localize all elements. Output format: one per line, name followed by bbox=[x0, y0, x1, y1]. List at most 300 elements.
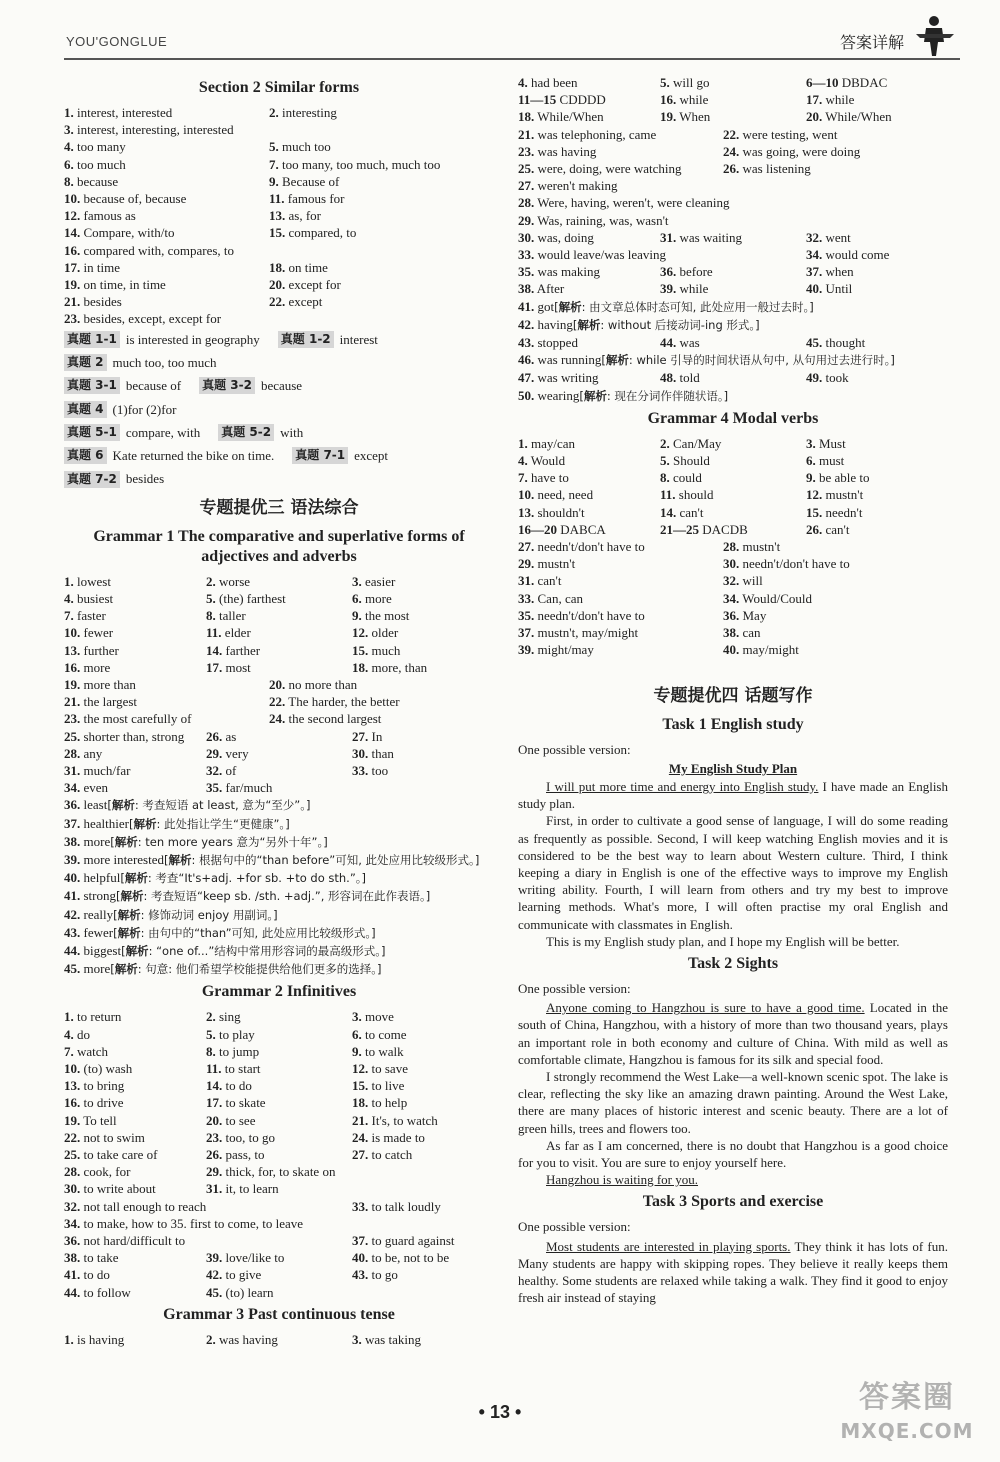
note-key: 解析 bbox=[583, 388, 607, 403]
answer-item bbox=[518, 504, 660, 521]
item-answer: fewer bbox=[83, 625, 114, 641]
item-number: 43. bbox=[64, 924, 81, 940]
answer-item bbox=[352, 745, 494, 762]
note-explanation: : ten more years 意为“另外十年”。 bbox=[137, 834, 324, 849]
item-number: 19. bbox=[64, 1112, 81, 1128]
answer-item bbox=[806, 334, 948, 351]
answer-item bbox=[64, 224, 269, 241]
item-number: 33. bbox=[352, 762, 369, 778]
answer-item bbox=[269, 138, 494, 155]
item-answer: before bbox=[679, 264, 713, 280]
answer-item bbox=[64, 1284, 206, 1301]
task-2-topic-sentence: Anyone coming to Hangzhou is sure to have a good time. bbox=[546, 1000, 865, 1016]
answer-item bbox=[64, 259, 269, 276]
item-number: 27. bbox=[518, 539, 535, 555]
note-text: [解析: 此处指让学生“更健康”。] bbox=[128, 816, 290, 831]
item-answer: to save bbox=[371, 1061, 408, 1076]
item-answer: the largest bbox=[83, 694, 138, 710]
answer-note bbox=[518, 316, 948, 334]
item-answer: mustn't bbox=[742, 539, 781, 555]
item-answer: not tall enough to reach bbox=[83, 1198, 207, 1214]
answer-item bbox=[269, 693, 494, 710]
item-answer: to come bbox=[365, 1026, 407, 1042]
item-number: 39. bbox=[660, 281, 677, 297]
answer-item bbox=[64, 207, 269, 224]
grammar-1-title-line1: Grammar 1 The comparative and superlative forms of bbox=[93, 527, 465, 545]
answer-item bbox=[518, 538, 723, 555]
answer-item bbox=[64, 762, 206, 779]
answer-item bbox=[64, 1026, 206, 1043]
item-number: 41. bbox=[518, 298, 535, 314]
answer-item bbox=[64, 1060, 206, 1077]
item-answer: thick, for, to skate on bbox=[225, 1164, 336, 1180]
answer-item bbox=[269, 207, 494, 224]
answer-item bbox=[352, 1146, 494, 1163]
item-number: 7. bbox=[64, 1043, 74, 1059]
item-number: 12. bbox=[64, 208, 81, 224]
zhenti-answer: much too, too much bbox=[112, 354, 217, 370]
item-number: 40. bbox=[723, 642, 740, 658]
item-number: 16. bbox=[64, 242, 81, 258]
item-answer: can't bbox=[825, 521, 850, 537]
answer-item bbox=[518, 108, 660, 125]
item-answer: is having bbox=[77, 1331, 125, 1347]
item-answer: Must bbox=[819, 435, 846, 451]
zhenti-answer: Kate returned the bike on time. bbox=[112, 448, 275, 464]
item-number: 7. bbox=[64, 608, 74, 624]
answer-item bbox=[269, 259, 494, 276]
item-answer: to see bbox=[225, 1112, 256, 1128]
answer-item bbox=[269, 190, 494, 207]
item-answer: the most bbox=[365, 608, 410, 624]
runner-logo-icon bbox=[914, 14, 956, 58]
answer-item bbox=[64, 242, 494, 259]
item-number: 23. bbox=[64, 311, 81, 327]
item-answer: least bbox=[83, 797, 108, 813]
item-number: 6. bbox=[352, 1026, 362, 1042]
item-answer: shorter than, strong bbox=[83, 728, 185, 744]
answer-item bbox=[352, 1129, 494, 1146]
item-answer: mustn't, may/might bbox=[537, 625, 639, 641]
item-number: 17. bbox=[206, 1095, 223, 1111]
item-answer: While/When bbox=[825, 109, 892, 125]
answer-item bbox=[518, 590, 723, 607]
answer-item bbox=[206, 659, 352, 676]
answer-item bbox=[518, 160, 723, 177]
item-answer: had been bbox=[531, 75, 578, 90]
answer-item bbox=[269, 104, 494, 121]
answer-item bbox=[352, 1331, 494, 1348]
answer-item bbox=[806, 504, 948, 521]
item-number: 8. bbox=[206, 1043, 216, 1059]
answer-item bbox=[660, 486, 806, 503]
item-number: 13. bbox=[64, 642, 81, 658]
item-answer: besides, except, except for bbox=[83, 311, 222, 327]
task-3-topic-sentence: Most students are interested in playing sports. bbox=[546, 1238, 791, 1254]
item-answer: than bbox=[371, 745, 394, 761]
item-number: 2. bbox=[206, 1009, 216, 1025]
item-answer: Was, raining, was, wasn't bbox=[537, 212, 669, 228]
section-2-title: Section 2 Similar forms bbox=[198, 79, 360, 96]
answer-item bbox=[352, 573, 494, 590]
answer-item bbox=[660, 334, 806, 351]
note-text: [解析: 考查短语“keep sb. /sth. +adj.”, 形容词在此作表语。] bbox=[116, 889, 431, 904]
item-answer: mustn't bbox=[537, 556, 576, 572]
item-answer: easier bbox=[365, 573, 396, 589]
answer-item bbox=[64, 607, 206, 624]
item-answer: DABCA bbox=[560, 521, 606, 537]
zhuanti-3-title: 专题提优三 语法综合 bbox=[199, 497, 359, 518]
zhenti-row bbox=[64, 328, 494, 351]
item-number: 4. bbox=[518, 453, 528, 469]
answer-item bbox=[64, 310, 494, 327]
item-number: 3. bbox=[64, 122, 74, 138]
item-number: 15. bbox=[806, 504, 823, 520]
answer-item bbox=[723, 126, 948, 143]
zhenti-answer: besides bbox=[125, 471, 165, 487]
answer-item bbox=[206, 1266, 352, 1283]
note-text: [解析: “one of...”结构中常用形容词的最高级形式。] bbox=[121, 943, 386, 958]
answer-item bbox=[269, 224, 494, 241]
item-number: 42. bbox=[64, 906, 81, 922]
answer-item bbox=[352, 1112, 494, 1129]
item-number: 35. bbox=[518, 607, 535, 623]
item-answer: to jump bbox=[219, 1043, 260, 1059]
item-number: 49. bbox=[806, 370, 823, 386]
answer-item bbox=[352, 1043, 494, 1060]
item-number: 8. bbox=[660, 470, 670, 486]
item-number: 2. bbox=[206, 1331, 216, 1347]
item-number: 3. bbox=[352, 1331, 362, 1347]
item-answer: too bbox=[371, 762, 389, 778]
zhenti-row bbox=[64, 467, 494, 490]
item-number: 41. bbox=[64, 888, 81, 904]
item-answer: was writing bbox=[537, 370, 599, 386]
zhenti-tag: 真题 1-1 bbox=[64, 331, 120, 348]
answer-item bbox=[518, 572, 723, 589]
item-number: 25. bbox=[64, 728, 81, 744]
zhenti-tag: 真题 1-2 bbox=[278, 331, 334, 348]
item-number: 32. bbox=[64, 1198, 81, 1214]
item-answer: because of, because bbox=[83, 191, 187, 207]
answer-item bbox=[64, 1266, 206, 1283]
item-number: 40. bbox=[64, 870, 81, 886]
answer-item bbox=[206, 1163, 494, 1180]
item-answer: mustn't bbox=[825, 487, 864, 503]
item-number: 10. bbox=[64, 625, 81, 641]
answer-item bbox=[518, 555, 723, 572]
item-number: 34. bbox=[64, 780, 81, 796]
item-number: 47. bbox=[518, 370, 535, 386]
item-answer: may/can bbox=[531, 435, 576, 451]
item-answer: most bbox=[225, 659, 251, 675]
answer-item bbox=[64, 173, 269, 190]
item-answer: In bbox=[371, 728, 383, 744]
item-answer: on time bbox=[288, 259, 328, 275]
item-number: 33. bbox=[518, 247, 535, 263]
item-answer: DBDAC bbox=[841, 75, 888, 90]
item-number: 18. bbox=[269, 259, 286, 275]
item-answer: was listening bbox=[742, 161, 811, 177]
item-number: 23. bbox=[64, 711, 81, 727]
answer-item bbox=[352, 1198, 494, 1215]
answer-item bbox=[64, 121, 494, 138]
answer-item bbox=[806, 74, 948, 91]
item-answer: needn't bbox=[825, 504, 863, 520]
answer-item bbox=[518, 74, 660, 91]
task-1-label: One possible version: bbox=[518, 741, 631, 757]
answer-item bbox=[352, 642, 494, 659]
answer-item bbox=[64, 676, 269, 693]
answer-item bbox=[64, 710, 269, 727]
item-number: 22. bbox=[269, 694, 286, 710]
task-1-topic-sentence: I will put more time and energy into English study. bbox=[546, 778, 819, 794]
item-answer: while bbox=[679, 281, 709, 297]
item-number: 3. bbox=[352, 1009, 362, 1025]
grammar-1-notes bbox=[64, 796, 494, 978]
item-answer: taller bbox=[219, 608, 246, 624]
item-answer: compared, to bbox=[288, 225, 357, 241]
item-answer: the most carefully of bbox=[83, 711, 192, 727]
answer-note bbox=[518, 298, 948, 316]
item-answer: While/When bbox=[537, 109, 604, 125]
note-key: 解析 bbox=[577, 317, 601, 332]
item-number: 22. bbox=[723, 126, 740, 142]
answer-item bbox=[64, 104, 269, 121]
item-answer: interesting bbox=[282, 105, 337, 120]
answer-item bbox=[518, 452, 660, 469]
item-answer: Would bbox=[530, 453, 566, 469]
item-answer: to write about bbox=[83, 1181, 156, 1197]
answer-item bbox=[723, 590, 948, 607]
grammar-3-answers-cont-4 bbox=[518, 334, 948, 351]
item-number: 10. bbox=[518, 487, 535, 503]
answer-item bbox=[269, 293, 494, 310]
answer-item bbox=[352, 1060, 494, 1077]
item-number: 45. bbox=[64, 961, 81, 977]
item-number: 2. bbox=[206, 573, 216, 589]
item-number: 27. bbox=[352, 1147, 369, 1163]
item-number: 5. bbox=[269, 139, 279, 155]
item-answer: it, to learn bbox=[225, 1181, 279, 1197]
answer-item bbox=[806, 263, 948, 280]
item-answer: famous as bbox=[83, 208, 136, 224]
grammar-3-title: Grammar 3 Past continuous tense bbox=[163, 1305, 395, 1323]
answer-item bbox=[723, 607, 948, 624]
zhenti-tag: 真题 4 bbox=[64, 401, 107, 418]
grammar-2-answers-2 bbox=[64, 1180, 494, 1300]
item-answer: was going, were doing bbox=[742, 143, 861, 159]
item-number: 12. bbox=[352, 625, 369, 641]
answer-item bbox=[806, 486, 948, 503]
item-number: 34. bbox=[64, 1215, 81, 1231]
item-answer: biggest bbox=[83, 942, 122, 958]
answer-item bbox=[206, 607, 352, 624]
grammar-4-title: Grammar 4 Modal verbs bbox=[647, 409, 819, 427]
item-number: 31. bbox=[206, 1181, 223, 1197]
item-number: 5. bbox=[660, 453, 670, 469]
item-answer: any bbox=[83, 745, 103, 761]
item-answer: stopped bbox=[537, 335, 578, 351]
note-key: 解析 bbox=[124, 871, 148, 886]
item-answer: was taking bbox=[365, 1331, 421, 1347]
answer-item bbox=[518, 486, 660, 503]
item-number: 5. bbox=[206, 590, 216, 606]
zhenti-answer: with bbox=[280, 424, 304, 440]
item-answer: further bbox=[83, 642, 119, 658]
item-number: 25. bbox=[518, 161, 535, 177]
item-answer: to talk loudly bbox=[371, 1198, 441, 1214]
item-answer: would come bbox=[825, 247, 890, 263]
brand-text: YOU'GONGLUE bbox=[66, 34, 168, 49]
note-explanation: : “one of...”结构中常用形容词的最高级形式。 bbox=[148, 943, 382, 958]
item-answer: very bbox=[225, 745, 249, 761]
item-number: 44. bbox=[660, 335, 677, 351]
zhenti-tag: 真题 5-2 bbox=[218, 424, 274, 441]
item-answer: much/far bbox=[83, 762, 131, 778]
item-answer: farther bbox=[225, 642, 261, 658]
zhuanti-4-title: 专题提优四 话题写作 bbox=[653, 685, 813, 706]
item-answer: busiest bbox=[77, 590, 114, 606]
item-number: 32. bbox=[806, 229, 823, 245]
item-number: 29. bbox=[206, 745, 223, 761]
item-answer: was, doing bbox=[537, 229, 594, 245]
answer-item bbox=[518, 194, 948, 211]
item-number: 36. bbox=[64, 797, 81, 813]
answer-note bbox=[64, 960, 494, 978]
zhenti-row bbox=[64, 444, 494, 467]
item-number: 45. bbox=[206, 1284, 223, 1300]
section-2-answers bbox=[64, 104, 494, 328]
zhenti-tag: 真题 5-1 bbox=[64, 424, 120, 441]
item-answer: having bbox=[537, 316, 573, 332]
item-answer: Until bbox=[825, 281, 853, 297]
answer-item bbox=[64, 745, 206, 762]
item-number: 13. bbox=[518, 504, 535, 520]
task-2-closing-sentence: Hangzhou is waiting for you. bbox=[546, 1172, 699, 1188]
grammar-3-answers-cont-2 bbox=[518, 126, 948, 229]
answer-item bbox=[64, 1077, 206, 1094]
item-answer: too many bbox=[77, 139, 126, 155]
answer-item bbox=[206, 624, 352, 641]
task-3-paragraph-1 bbox=[518, 1238, 948, 1307]
item-number: 38. bbox=[518, 281, 535, 297]
answer-item bbox=[352, 762, 494, 779]
item-number: 42. bbox=[518, 316, 535, 332]
item-answer: worse bbox=[219, 573, 251, 589]
note-text: [解析: ten more years 意为“另外十年”。] bbox=[110, 834, 328, 849]
item-answer: even bbox=[83, 780, 109, 796]
item-answer: Were, having, weren't, were cleaning bbox=[537, 195, 730, 211]
item-number: 22. bbox=[64, 1129, 81, 1145]
item-answer: To tell bbox=[83, 1112, 117, 1128]
answer-note bbox=[64, 924, 494, 942]
item-number: 5. bbox=[660, 75, 670, 90]
item-answer: more bbox=[83, 659, 111, 675]
item-number: 50. bbox=[518, 387, 535, 403]
item-answer: of bbox=[225, 762, 237, 778]
grammar-4-answers-2 bbox=[518, 538, 948, 658]
item-answer: more bbox=[83, 833, 111, 849]
item-number: 29. bbox=[518, 212, 535, 228]
grammar-3-notes bbox=[518, 298, 948, 334]
item-number: 11. bbox=[206, 625, 222, 641]
answer-item bbox=[352, 1008, 494, 1025]
item-number: 42. bbox=[206, 1267, 223, 1283]
answer-item bbox=[660, 469, 806, 486]
item-answer: the second largest bbox=[288, 711, 382, 727]
answer-item bbox=[206, 573, 352, 590]
item-answer: except for bbox=[288, 277, 341, 293]
answer-item bbox=[518, 126, 723, 143]
answer-item bbox=[64, 624, 206, 641]
item-number: 21. bbox=[518, 126, 535, 142]
item-answer: After bbox=[536, 281, 565, 297]
item-answer: were, doing, were watching bbox=[537, 161, 682, 177]
note-explanation: : while 引导的时间状语从句中, 从句用过去进行时。 bbox=[628, 353, 891, 368]
task-2-paragraph-2: I strongly recommend the West Lake—a well-known scenic spot. The lake is clear, reflecting the sky like an amazing drawn painting. Around the West Lake, there are many places of historic interest and scenic beauty. There are a lot of green hills, trees and flowers too. bbox=[518, 1068, 948, 1136]
item-answer: more than bbox=[83, 676, 136, 692]
answer-item bbox=[206, 1026, 352, 1043]
note-text: [解析: 考查“It's+adj. +for sb. +to do sth.”。] bbox=[120, 871, 367, 886]
answer-item bbox=[206, 1284, 352, 1301]
item-answer: is made to bbox=[371, 1129, 425, 1145]
answer-item bbox=[518, 334, 660, 351]
grammar-1-title-line2: adjectives and adverbs bbox=[201, 547, 357, 565]
answer-item bbox=[352, 590, 494, 607]
answer-item bbox=[64, 138, 269, 155]
answer-item bbox=[206, 1249, 352, 1266]
item-number: 26. bbox=[723, 161, 740, 177]
item-number: 23. bbox=[206, 1129, 223, 1145]
item-number: 16. bbox=[660, 92, 677, 108]
item-number: 24. bbox=[352, 1129, 369, 1145]
answer-item bbox=[518, 435, 660, 452]
item-number: 6—10 bbox=[806, 75, 839, 90]
item-answer: because bbox=[77, 173, 119, 189]
answer-note bbox=[64, 796, 494, 814]
item-number: 11. bbox=[269, 191, 285, 207]
answer-item bbox=[269, 173, 494, 190]
answer-item bbox=[206, 728, 352, 745]
item-number: 38. bbox=[64, 833, 81, 849]
item-number: 34. bbox=[806, 247, 823, 263]
item-number: 15. bbox=[352, 642, 369, 658]
item-number: 10. bbox=[64, 191, 81, 207]
item-number: 45. bbox=[806, 335, 823, 351]
item-answer: to play bbox=[219, 1026, 255, 1042]
item-number: 26. bbox=[806, 521, 823, 537]
answer-item bbox=[518, 369, 660, 386]
item-answer: more, than bbox=[371, 659, 428, 675]
task-2-label: One possible version: bbox=[518, 980, 631, 996]
item-number: 33. bbox=[518, 590, 535, 606]
note-text: [解析: 根据句中的“than before”可知, 此处应用比较级形式。] bbox=[164, 852, 480, 867]
answer-item bbox=[518, 177, 948, 194]
item-answer: It's, to watch bbox=[371, 1112, 438, 1128]
answer-item bbox=[806, 435, 948, 452]
item-number: 14. bbox=[206, 642, 223, 658]
answer-item bbox=[723, 572, 948, 589]
item-answer: was having bbox=[537, 143, 597, 159]
item-answer: older bbox=[371, 625, 399, 641]
item-answer: were testing, went bbox=[742, 126, 838, 142]
answer-item bbox=[206, 745, 352, 762]
zhenti-row bbox=[64, 351, 494, 374]
note-explanation: : 此处指让学生“更健康”。 bbox=[156, 816, 286, 831]
item-number: 39. bbox=[64, 851, 81, 867]
item-answer: not hard/difficult to bbox=[83, 1233, 186, 1249]
